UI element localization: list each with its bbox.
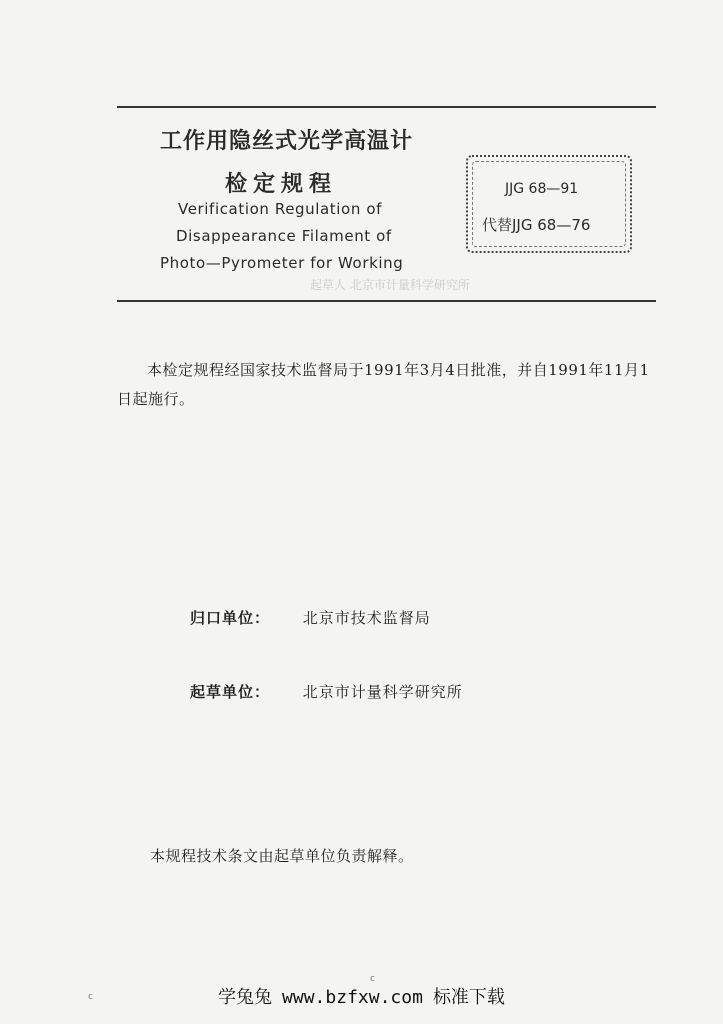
document-title-en-line-1: Verification Regulation of: [178, 200, 382, 218]
document-title-en-line-3: Photo—Pyrometer for Working: [160, 254, 404, 272]
document-title-en-line-2: Disappearance Filament of: [176, 227, 392, 245]
replaced-standard-code: 代替JJG 68—76: [482, 216, 591, 234]
top-rule: [117, 106, 656, 108]
drafting-unit-label: 起草单位：: [190, 683, 271, 701]
scan-speck: c: [88, 992, 93, 1002]
standard-code-frame: [466, 155, 632, 253]
bottom-rule: [117, 300, 656, 302]
footer-url-link[interactable]: www.bzfxw.com: [282, 987, 423, 1008]
approval-statement: 本检定规程经国家技术监督局于1991年3月4日批准，并自1991年11月1日起施行。: [117, 361, 650, 408]
interpretation-note: 本规程技术条文由起草单位负责解释。: [150, 847, 414, 865]
footer-slogan: 标准下载: [432, 987, 505, 1008]
drafting-unit-row: [190, 681, 463, 702]
bleed-through-text: 起草人 北京市计量科学研究所: [310, 278, 470, 292]
drafting-unit-value: 北京市计量科学研究所: [302, 683, 463, 701]
document-title-cn: 工作用隐丝式光学高温计: [160, 129, 414, 154]
responsible-unit-value: 北京市技术监督局: [302, 609, 431, 627]
responsible-unit-row: [190, 607, 431, 628]
responsible-unit-label: 归口单位：: [190, 609, 271, 627]
scan-speck: c: [370, 974, 375, 984]
document-subtitle-cn: 检定规程: [225, 172, 338, 197]
footer-watermark: [0, 983, 723, 1009]
standard-code: JJG 68—91: [505, 181, 579, 197]
footer-site-name: 学兔兔: [218, 987, 273, 1008]
